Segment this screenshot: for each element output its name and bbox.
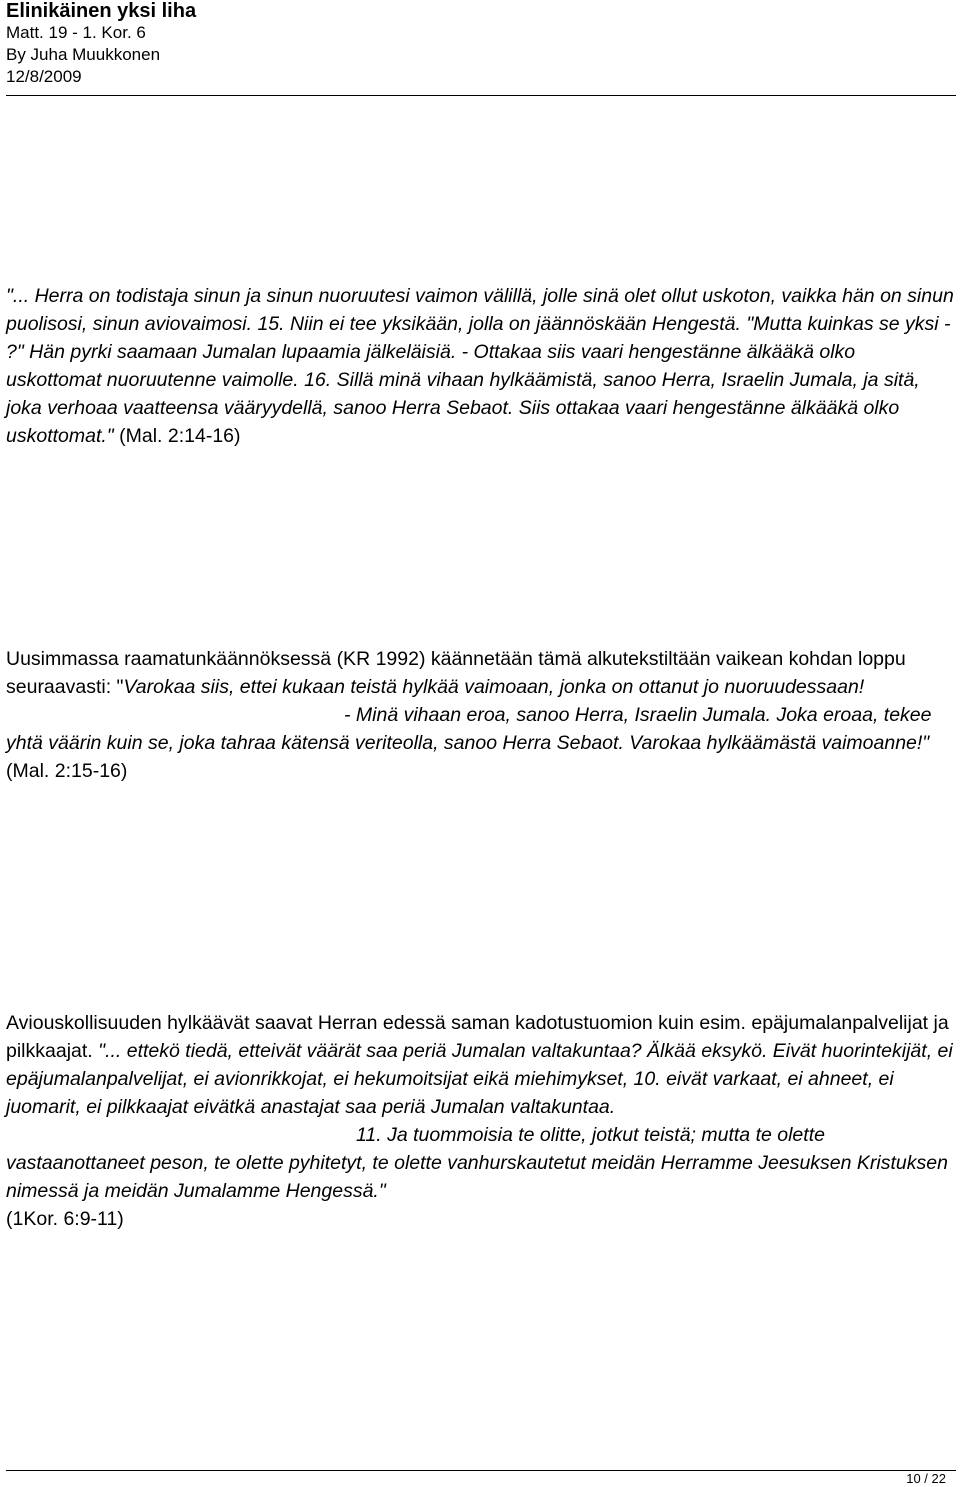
document-date: 12/8/2009: [6, 67, 82, 86]
bible-quote: "... Herra on todistaja sinun ja sinun nuoruutesi vaimon välillä, jolle sinä olet ollut uskoton, vaikka hän on sinun puolisosi, sinun aviovaimosi. 15. Niin ei tee yksikään, jolla on jäännöskään Hengestä. "Mutta kuinkas se yksi - ?" Hän pyrki saamaan Jumalan lupaamia jälkeläisiä. - Ottakaa siis vaari hengestänne älkääkä olko uskottomat nuoruutenne vaimolle. 16. Sillä minä vihaan hylkäämistä, sanoo Herra, Israelin Jumala, ja sitä, joka verhoaa vaatteensa vääryydellä, sanoo Herra Sebaot. Siis ottakaa vaari hengestänne älkääkä olko uskottomat.": [6, 285, 954, 447]
paragraph-malachi-quote: [6, 282, 954, 450]
footer-divider: [6, 1470, 956, 1471]
paragraph-intro: Aviouskollisuuden hylkäävät saavat Herran edessä saman kadotustuomion kuin esim. epäjumalanpalvelijat ja pilkkaajat.: [6, 1012, 949, 1062]
header-divider: [6, 95, 956, 96]
bible-reference: (1Kor. 6:9-11): [6, 1208, 124, 1230]
bible-quote-part-2: - Minä vihaan eroa, sanoo Herra, Israelin Jumala. Joka eroaa, tekee yhtä väärin kuin se, joka tahraa kätensä veriteolla, sanoo Herra Sebaot. Varokaa hylkäämästä vaimoanne!": [6, 704, 932, 754]
paragraph-intro: Uusimmassa raamatunkäännöksessä (KR 1992) käännetään tämä alkutekstiltään vaikean kohdan loppu seuraavasti: ": [6, 648, 906, 698]
scripture-reference: Matt. 19 - 1. Kor. 6: [6, 23, 146, 42]
author-line: By Juha Muukkonen: [6, 45, 161, 64]
document-title: Elinikäinen yksi liha: [6, 0, 197, 22]
bible-quote-part-1: "... ettekö tiedä, etteivät väärät saa periä Jumalan valtakuntaa? Älkää eksykö. Eivät huorintekijät, ei epäjumalanpalvelijat, ei avionrikkojat, ei hekumoitsijat eikä miehimykset, 10. eivät varkaat, ei ahneet, ei juomarit, ei pilkkaajat eivätkä anastajat saa periä Jumalan valtakuntaa.: [6, 1040, 953, 1118]
page-number: 10 / 22: [906, 1471, 946, 1486]
paragraph-kr1992-translation: [6, 645, 954, 785]
paragraph-corinthians-quote: [6, 1009, 954, 1233]
document-header: [6, 0, 956, 88]
bible-quote-part-2: 11. Ja tuommoisia te olitte, jotkut teistä; mutta te olette vastaanottaneet peson, te olette pyhitetyt, te olette vanhurskautetut meidän Herramme Jeesuksen Kristuksen nimessä ja meidän Jumalamme Hengessä.": [6, 1124, 948, 1202]
bible-quote-part-1: Varokaa siis, ettei kukaan teistä hylkää vaimoaan, jonka on ottanut jo nuoruudessaan!: [123, 676, 865, 698]
bible-reference: (Mal. 2:15-16): [6, 760, 128, 782]
bible-reference: (Mal. 2:14-16): [113, 425, 241, 447]
